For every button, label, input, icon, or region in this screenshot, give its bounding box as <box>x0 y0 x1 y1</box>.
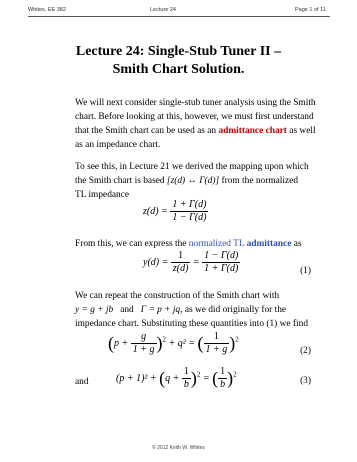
eq3-f2-denominator: b <box>220 379 226 390</box>
p2-line3: TL impedance <box>75 190 130 200</box>
p4-line1: We can repeat the construction of the Smith chart with <box>75 291 280 301</box>
eq-z-lhs: z(d) = <box>143 205 168 217</box>
eq3-f1-denominator: b <box>183 379 189 390</box>
equation-number-1: (1) <box>300 266 311 276</box>
gamma-substitution: Γ = p + jq <box>140 305 181 315</box>
page-title-line2: Smith Chart Solution. <box>112 62 245 77</box>
page-title-line1: Lecture 24: Single-Stub Tuner II – <box>75 44 282 59</box>
header-rule <box>28 16 330 17</box>
eq2-f1-denominator: 1 + g <box>132 344 155 355</box>
p2-line2-text-b: from the normalized <box>219 176 299 186</box>
eq3-fraction-2 <box>218 366 227 391</box>
equation-2: (p + $\frac{g}{1 + g}$ )$^2$ + q² = ( $\frac{1}{1 + g}$ )$^2$ <box>108 331 239 355</box>
header-center: Lecture 24 <box>150 7 176 13</box>
eq1-f1-denominator: z(d) <box>172 263 189 274</box>
header-right: Page 1 of 11 <box>295 7 326 13</box>
mapping-expression: [z(d) ↔ Γ(d)] <box>166 176 220 186</box>
footer-copyright: © 2012 Keith W. Whites <box>152 445 205 451</box>
eq2-fraction-2 <box>204 331 230 356</box>
eq2-f2-numerator: 1 <box>204 331 230 344</box>
eq-z-numerator: 1 + Γ(d) <box>172 199 207 210</box>
p1-line2: chart. Before looking at this, however, we must first understand <box>75 112 314 122</box>
p4-line2-text: , as we did originally for the <box>180 305 287 315</box>
eq3-part-c: = <box>202 372 210 384</box>
p3-text-b: as <box>291 239 302 249</box>
header-left: Whites, EE 382 <box>28 7 66 13</box>
eq2-square-2: 2 <box>235 335 239 344</box>
admittance-chart-highlight: admittance chart <box>218 126 287 136</box>
eq1-f1-numerator: 1 <box>171 250 191 263</box>
eq1-f2-denominator: 1 + Γ(d) <box>204 263 239 274</box>
eq1-lhs: y(d) = <box>143 256 169 268</box>
eq2-f2-denominator: 1 + g <box>205 344 228 355</box>
p2-line2-text-a: the Smith chart is based <box>75 176 167 186</box>
eq1-f2-numerator: 1 − Γ(d) <box>204 250 239 261</box>
and-label: and <box>75 377 89 387</box>
equation-number-2: (2) <box>300 346 311 356</box>
eq3-f2-numerator: 1 <box>220 366 226 377</box>
p1-line1: We will next consider single-stub tuner analysis using the Smith <box>75 98 316 108</box>
equation-1 <box>143 250 240 275</box>
eq2-square-1: 2 <box>162 335 166 344</box>
normalized-tl-highlight: normalized TL <box>188 239 247 249</box>
y-substitution: y = g + jb <box>75 305 114 315</box>
eq3-part-b: q + <box>165 372 180 384</box>
eq1-fraction-2 <box>202 250 240 275</box>
eq3-square-2: 2 <box>233 370 237 379</box>
p3-line1 <box>75 238 302 250</box>
p2-line1: To see this, in Lecture 21 we derived the mapping upon which <box>75 162 309 172</box>
p1-line3-text-a: that the Smith chart can be used as an <box>75 126 219 136</box>
p4-line3: impedance chart. Substituting these quantities into (1) we find <box>75 319 309 329</box>
eq3-f1-numerator: 1 <box>183 366 189 377</box>
eq1-equals: = <box>192 256 200 268</box>
admittance-highlight: admittance <box>246 239 292 249</box>
eq-z-fraction <box>170 199 208 224</box>
equation-number-3: (3) <box>300 376 311 386</box>
and-word: and <box>120 305 134 315</box>
eq-z-denominator: 1 − Γ(d) <box>172 212 207 223</box>
eq2-part-a: p + <box>114 337 129 349</box>
eq1-fraction-1 <box>171 250 191 275</box>
eq3-square-1: 2 <box>196 370 201 379</box>
p1-line3-text-b: as well <box>286 126 316 136</box>
p1-line3 <box>75 125 316 137</box>
p1-line4: as an impedance chart. <box>75 140 161 150</box>
eq2-f1-numerator: g <box>131 331 157 344</box>
p2-line2 <box>75 175 298 187</box>
equation-z <box>143 199 208 224</box>
equation-3: (p + 1)² + (q + $\frac{1}{b}$ )$^2$ = ( $\frac{1}{b}$ )$^2$ <box>116 366 237 390</box>
eq3-part-a: (p + 1)² + <box>116 372 157 384</box>
eq2-part-b: + q² = <box>168 337 195 349</box>
eq3-fraction-1 <box>182 366 191 391</box>
eq2-fraction-1 <box>131 331 157 356</box>
p4-line2 <box>75 304 286 316</box>
p3-text-a: From this, we can express the <box>75 239 189 249</box>
